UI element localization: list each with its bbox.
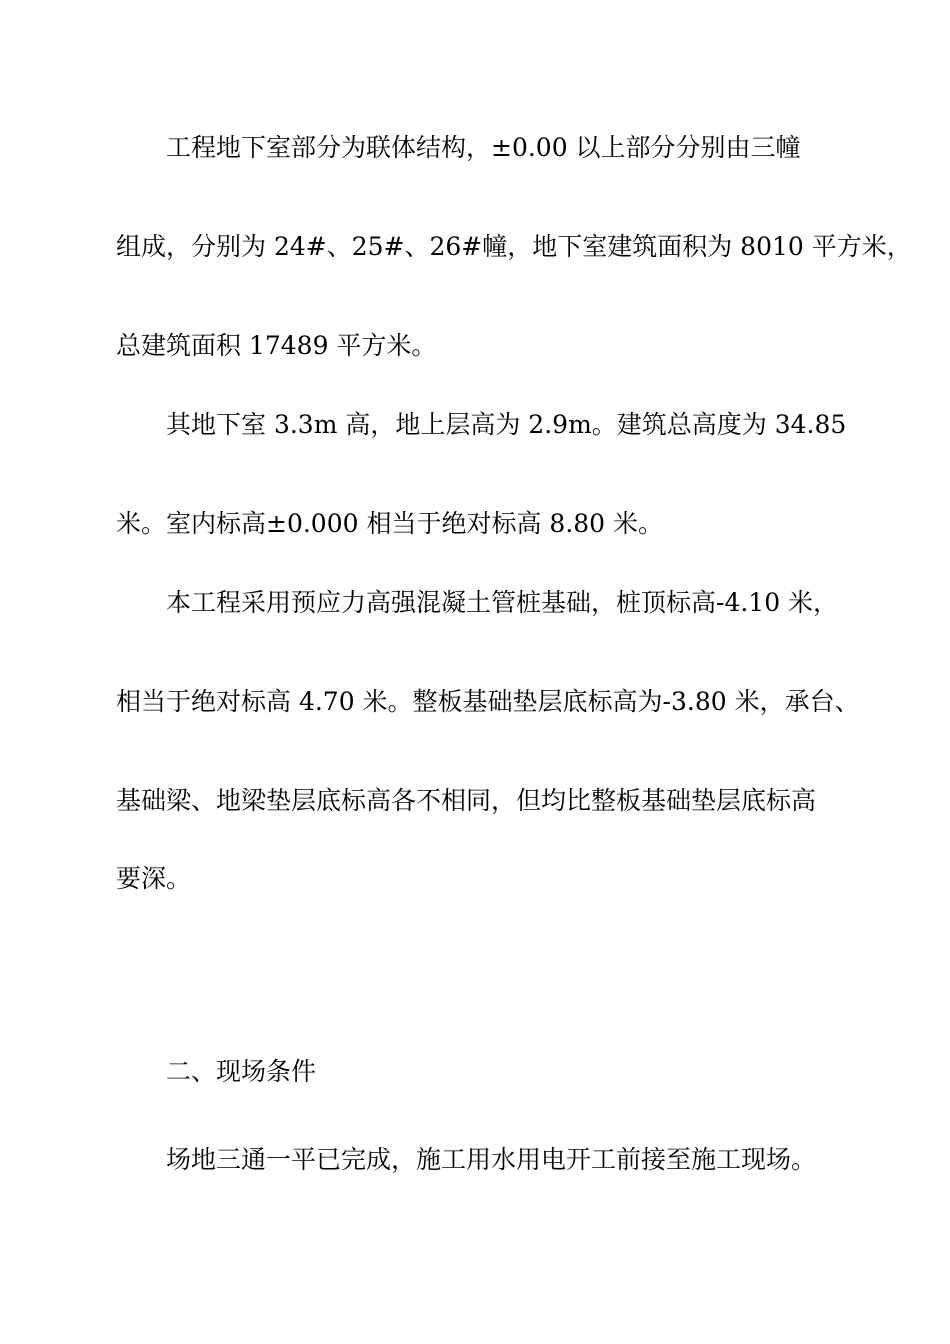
paragraph-1-line-2: 组成，分别为 24#、25#、26#幢，地下室建筑面积为 8010 平方米， <box>116 232 912 261</box>
paragraph-4-line-1: 场地三通一平已完成，施工用水用电开工前接至施工现场。 <box>166 1145 817 1174</box>
paragraph-1-line-3: 总建筑面积 17489 平方米。 <box>116 331 437 360</box>
paragraph-2-line-2: 米。室内标高±0.000 相当于绝对标高 8.80 米。 <box>116 509 664 538</box>
paragraph-1-line-1: 工程地下室部分为联体结构，±0.00 以上部分分别由三幢 <box>166 133 801 162</box>
section-heading: 二、现场条件 <box>166 1057 317 1086</box>
paragraph-2-line-1: 其地下室 3.3m 高，地上层高为 2.9m。建筑总高度为 34.85 <box>166 410 847 439</box>
paragraph-3-line-3: 基础梁、地梁垫层底标高各不相同，但均比整板基础垫层底标高 <box>116 786 817 815</box>
paragraph-3-line-2: 相当于绝对标高 4.70 米。整板基础垫层底标高为-3.80 米，承台、 <box>116 687 860 716</box>
paragraph-3-line-4: 要深。 <box>116 864 192 893</box>
paragraph-3-line-1: 本工程采用预应力高强混凝土管桩基础，桩顶标高-4.10 米， <box>166 588 839 617</box>
